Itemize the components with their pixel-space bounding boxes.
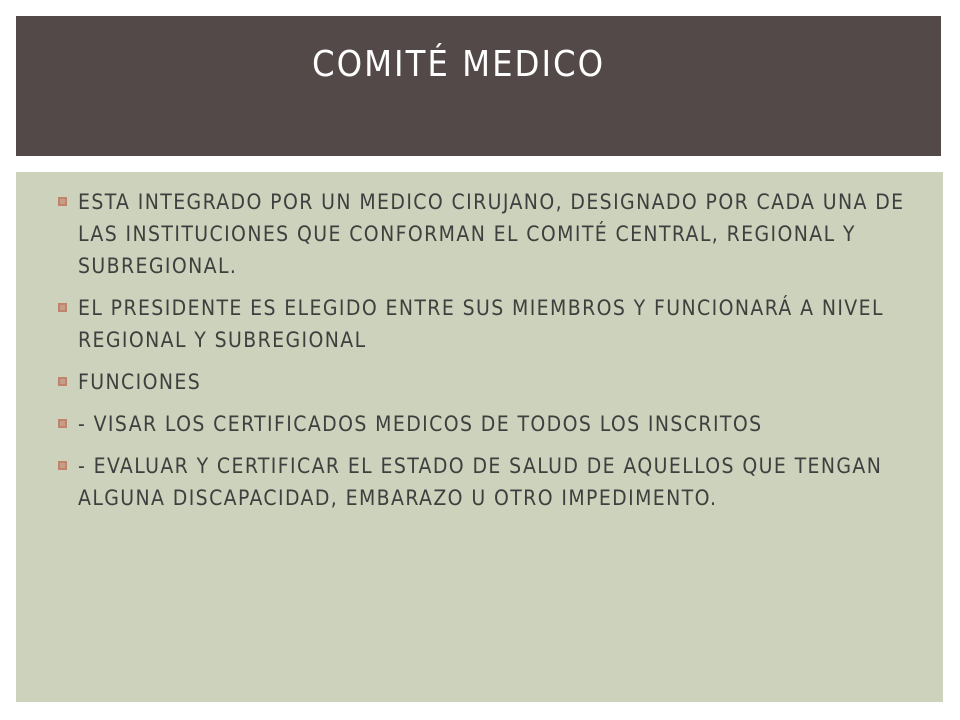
square-bullet-icon — [58, 461, 67, 470]
bullet-item — [58, 450, 918, 514]
square-bullet-icon — [58, 197, 67, 206]
bullet-item — [58, 366, 918, 398]
bullet-item — [58, 186, 918, 282]
bullet-text: - EVALUAR Y CERTIFICAR EL ESTADO DE SALUD DE AQUELLOS QUE TENGAN ALGUNA DISCAPACIDAD, EMBARAZO U OTRO IMPEDIMENTO. — [78, 454, 883, 510]
bullet-text: - VISAR LOS CERTIFICADOS MEDICOS DE TODOS LOS INSCRITOS — [78, 412, 763, 436]
bullet-text: ESTA INTEGRADO POR UN MEDICO CIRUJANO, DESIGNADO POR CADA UNA DE LAS INSTITUCIONES QUE CONFORMAN EL COMITÉ CENTRAL, REGIONAL Y SUBREGIONAL. — [78, 190, 905, 278]
square-bullet-icon — [58, 419, 67, 428]
bullet-text: FUNCIONES — [78, 370, 202, 394]
bullet-text: EL PRESIDENTE ES ELEGIDO ENTRE SUS MIEMBROS Y FUNCIONARÁ A NIVEL REGIONAL Y SUBREGIONAL — [78, 296, 884, 352]
bullet-item — [58, 408, 918, 440]
bullet-item — [58, 292, 918, 356]
square-bullet-icon — [58, 303, 67, 312]
square-bullet-icon — [58, 377, 67, 386]
slide-title: COMITÉ MEDICO — [312, 44, 606, 85]
title-bar — [16, 16, 941, 156]
bullet-list — [58, 186, 918, 524]
